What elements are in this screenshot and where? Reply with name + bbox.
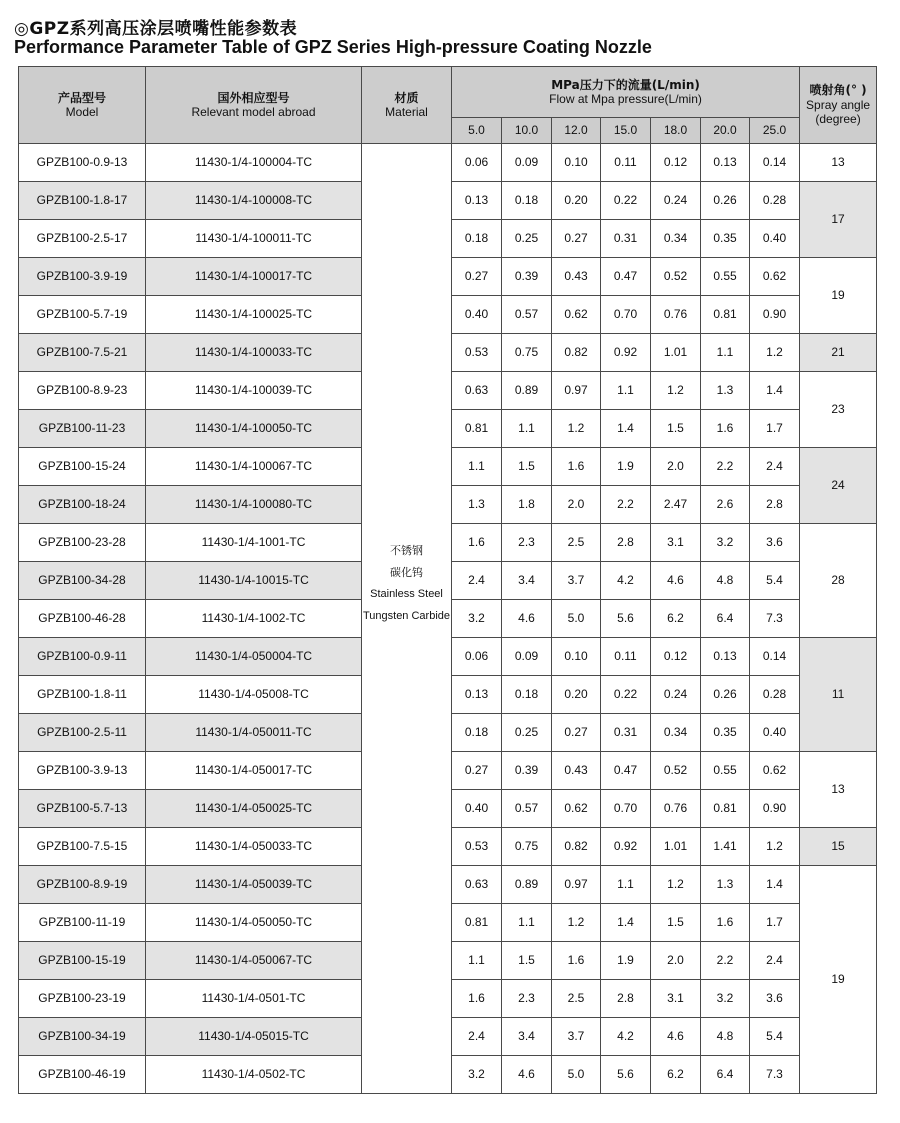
cell-flow: 0.63 <box>452 372 502 410</box>
cell-flow: 0.47 <box>601 752 651 790</box>
cell-flow: 1.1 <box>502 410 552 448</box>
cell-flow: 0.09 <box>502 144 552 182</box>
cell-model: GPZB100-46-19 <box>19 1056 146 1094</box>
cell-spray-angle: 23 <box>800 372 877 448</box>
cell-abroad-model: 11430-1/4-100025-TC <box>146 296 362 334</box>
cell-flow: 0.62 <box>552 296 601 334</box>
header-flow-cn: MPa压力下的流量(L/min) <box>551 77 700 92</box>
cell-flow: 0.81 <box>701 790 750 828</box>
table-body <box>19 144 877 1094</box>
cell-flow: 0.40 <box>452 790 502 828</box>
cell-model: GPZB100-7.5-15 <box>19 828 146 866</box>
cell-flow: 1.1 <box>601 866 651 904</box>
cell-flow: 1.6 <box>701 410 750 448</box>
cell-flow: 0.22 <box>601 182 651 220</box>
cell-flow: 1.4 <box>601 904 651 942</box>
cell-abroad-model: 11430-1/4-100011-TC <box>146 220 362 258</box>
cell-flow: 1.5 <box>651 410 701 448</box>
header-angle-cn: 喷射角(° ) <box>809 83 867 98</box>
header-angle <box>800 67 877 144</box>
cell-model: GPZB100-3.9-13 <box>19 752 146 790</box>
material-text: Tungsten Carbide <box>362 610 451 623</box>
cell-flow: 1.2 <box>750 828 800 866</box>
cell-flow: 1.3 <box>701 372 750 410</box>
cell-flow: 6.2 <box>651 600 701 638</box>
cell-flow: 0.18 <box>502 676 552 714</box>
cell-flow: 2.5 <box>552 524 601 562</box>
cell-flow: 0.18 <box>452 714 502 752</box>
cell-model: GPZB100-5.7-19 <box>19 296 146 334</box>
cell-flow: 3.6 <box>750 980 800 1018</box>
header-flow-en: Flow at Mpa pressure(L/min) <box>549 92 702 106</box>
cell-flow: 2.4 <box>750 942 800 980</box>
cell-flow: 0.70 <box>601 790 651 828</box>
cell-flow: 0.81 <box>452 904 502 942</box>
cell-flow: 0.62 <box>552 790 601 828</box>
cell-flow: 0.62 <box>750 258 800 296</box>
cell-model: GPZB100-1.8-11 <box>19 676 146 714</box>
cell-flow: 0.70 <box>601 296 651 334</box>
cell-flow: 1.2 <box>651 866 701 904</box>
cell-model: GPZB100-1.8-17 <box>19 182 146 220</box>
cell-flow: 0.52 <box>651 752 701 790</box>
pressure-header: 20.0 <box>701 118 750 144</box>
cell-abroad-model: 11430-1/4-050011-TC <box>146 714 362 752</box>
page-title-en: Performance Parameter Table of GPZ Series High-pressure Coating Nozzle <box>14 37 652 57</box>
cell-flow: 2.0 <box>552 486 601 524</box>
cell-flow: 0.22 <box>601 676 651 714</box>
cell-flow: 1.3 <box>452 486 502 524</box>
cell-flow: 1.1 <box>502 904 552 942</box>
pressure-header: 12.0 <box>552 118 601 144</box>
cell-flow: 7.3 <box>750 600 800 638</box>
cell-flow: 0.09 <box>502 638 552 676</box>
cell-flow: 0.52 <box>651 258 701 296</box>
cell-model: GPZB100-0.9-11 <box>19 638 146 676</box>
header-angle-en2: (degree) <box>815 112 861 127</box>
cell-model: GPZB100-23-19 <box>19 980 146 1018</box>
cell-flow: 0.47 <box>601 258 651 296</box>
cell-flow: 4.2 <box>601 1018 651 1056</box>
cell-spray-angle: 11 <box>800 638 877 752</box>
cell-abroad-model: 11430-1/4-050067-TC <box>146 942 362 980</box>
cell-flow: 2.3 <box>502 524 552 562</box>
cell-flow: 0.82 <box>552 334 601 372</box>
cell-flow: 0.90 <box>750 296 800 334</box>
cell-abroad-model: 11430-1/4-050025-TC <box>146 790 362 828</box>
cell-model: GPZB100-34-28 <box>19 562 146 600</box>
cell-flow: 2.0 <box>651 942 701 980</box>
cell-flow: 0.55 <box>701 752 750 790</box>
cell-flow: 0.24 <box>651 676 701 714</box>
header-material-en: Material <box>385 105 428 119</box>
cell-flow: 4.6 <box>651 1018 701 1056</box>
cell-flow: 1.1 <box>452 448 502 486</box>
cell-flow: 0.24 <box>651 182 701 220</box>
cell-flow: 0.92 <box>601 828 651 866</box>
cell-flow: 1.1 <box>701 334 750 372</box>
cell-flow: 0.27 <box>452 258 502 296</box>
pressure-header: 10.0 <box>502 118 552 144</box>
cell-abroad-model: 11430-1/4-100067-TC <box>146 448 362 486</box>
cell-model: GPZB100-2.5-11 <box>19 714 146 752</box>
cell-spray-angle: 17 <box>800 182 877 258</box>
cell-flow: 2.47 <box>651 486 701 524</box>
table-row <box>19 144 877 182</box>
cell-flow: 0.27 <box>452 752 502 790</box>
header-model-cn: 产品型号 <box>57 90 106 105</box>
cell-flow: 0.25 <box>502 220 552 258</box>
cell-flow: 0.27 <box>552 220 601 258</box>
cell-flow: 0.57 <box>502 790 552 828</box>
cell-material <box>362 144 452 1094</box>
pressure-header: 5.0 <box>452 118 502 144</box>
cell-flow: 0.12 <box>651 638 701 676</box>
cell-flow: 0.31 <box>601 220 651 258</box>
cell-abroad-model: 11430-1/4-050039-TC <box>146 866 362 904</box>
cell-flow: 1.2 <box>552 410 601 448</box>
cell-flow: 4.6 <box>502 600 552 638</box>
page-title-cn: ◎GPZ系列高压涂层喷嘴性能参数表 <box>14 19 298 39</box>
cell-flow: 1.1 <box>601 372 651 410</box>
cell-flow: 0.11 <box>601 638 651 676</box>
cell-flow: 7.3 <box>750 1056 800 1094</box>
header-abroad <box>146 67 362 144</box>
cell-flow: 5.4 <box>750 562 800 600</box>
cell-flow: 0.40 <box>750 220 800 258</box>
pressure-header: 18.0 <box>651 118 701 144</box>
cell-flow: 0.81 <box>452 410 502 448</box>
cell-spray-angle: 21 <box>800 334 877 372</box>
cell-flow: 0.55 <box>701 258 750 296</box>
cell-model: GPZB100-11-19 <box>19 904 146 942</box>
cell-model: GPZB100-2.5-17 <box>19 220 146 258</box>
performance-table <box>18 66 877 1094</box>
cell-model: GPZB100-7.5-21 <box>19 334 146 372</box>
cell-flow: 1.01 <box>651 828 701 866</box>
cell-flow: 3.7 <box>552 562 601 600</box>
cell-abroad-model: 11430-1/4-050004-TC <box>146 638 362 676</box>
cell-flow: 0.31 <box>601 714 651 752</box>
cell-flow: 4.2 <box>601 562 651 600</box>
cell-flow: 2.2 <box>601 486 651 524</box>
cell-flow: 0.18 <box>452 220 502 258</box>
cell-flow: 1.2 <box>651 372 701 410</box>
cell-spray-angle: 13 <box>800 144 877 182</box>
header-material <box>362 67 452 144</box>
cell-flow: 1.2 <box>750 334 800 372</box>
cell-flow: 2.4 <box>452 1018 502 1056</box>
cell-flow: 1.9 <box>601 448 651 486</box>
cell-flow: 0.53 <box>452 334 502 372</box>
cell-flow: 5.0 <box>552 600 601 638</box>
cell-flow: 0.28 <box>750 182 800 220</box>
pressure-header: 15.0 <box>601 118 651 144</box>
cell-spray-angle: 24 <box>800 448 877 524</box>
header-model <box>19 67 146 144</box>
cell-spray-angle: 28 <box>800 524 877 638</box>
cell-flow: 0.13 <box>701 638 750 676</box>
cell-flow: 2.4 <box>452 562 502 600</box>
cell-flow: 1.4 <box>750 866 800 904</box>
header-model-en: Model <box>65 105 99 119</box>
header-abroad-cn: 国外相应型号 <box>217 90 290 105</box>
cell-flow: 4.8 <box>701 562 750 600</box>
cell-flow: 2.2 <box>701 448 750 486</box>
cell-spray-angle: 19 <box>800 258 877 334</box>
cell-flow: 3.7 <box>552 1018 601 1056</box>
cell-flow: 1.6 <box>452 980 502 1018</box>
cell-flow: 4.8 <box>701 1018 750 1056</box>
cell-flow: 2.0 <box>651 448 701 486</box>
cell-flow: 0.34 <box>651 220 701 258</box>
cell-flow: 2.2 <box>701 942 750 980</box>
cell-abroad-model: 11430-1/4-050050-TC <box>146 904 362 942</box>
cell-flow: 0.26 <box>701 182 750 220</box>
cell-flow: 0.20 <box>552 182 601 220</box>
cell-flow: 3.2 <box>701 524 750 562</box>
cell-flow: 1.01 <box>651 334 701 372</box>
cell-flow: 0.90 <box>750 790 800 828</box>
cell-abroad-model: 11430-1/4-0502-TC <box>146 1056 362 1094</box>
header-flow <box>452 67 800 118</box>
cell-model: GPZB100-11-23 <box>19 410 146 448</box>
cell-abroad-model: 11430-1/4-05008-TC <box>146 676 362 714</box>
cell-flow: 1.7 <box>750 410 800 448</box>
cell-flow: 3.2 <box>452 1056 502 1094</box>
cell-flow: 0.28 <box>750 676 800 714</box>
cell-flow: 0.27 <box>552 714 601 752</box>
cell-flow: 0.76 <box>651 296 701 334</box>
cell-flow: 0.26 <box>701 676 750 714</box>
cell-abroad-model: 11430-1/4-05015-TC <box>146 1018 362 1056</box>
cell-flow: 0.81 <box>701 296 750 334</box>
cell-flow: 0.18 <box>502 182 552 220</box>
cell-flow: 1.6 <box>552 448 601 486</box>
cell-model: GPZB100-15-24 <box>19 448 146 486</box>
pressure-header: 25.0 <box>750 118 800 144</box>
header-angle-en1: Spray angle <box>806 97 871 112</box>
cell-spray-angle: 19 <box>800 866 877 1094</box>
material-text: Stainless Steel <box>370 588 443 600</box>
cell-flow: 1.4 <box>750 372 800 410</box>
cell-model: GPZB100-23-28 <box>19 524 146 562</box>
cell-flow: 1.41 <box>701 828 750 866</box>
cell-flow: 0.82 <box>552 828 601 866</box>
cell-flow: 2.4 <box>750 448 800 486</box>
material-text: 碳化钨 <box>390 565 423 579</box>
cell-flow: 2.3 <box>502 980 552 1018</box>
cell-flow: 0.13 <box>701 144 750 182</box>
cell-flow: 0.40 <box>750 714 800 752</box>
cell-abroad-model: 11430-1/4-1001-TC <box>146 524 362 562</box>
cell-flow: 0.92 <box>601 334 651 372</box>
cell-flow: 2.8 <box>601 980 651 1018</box>
cell-flow: 0.43 <box>552 752 601 790</box>
cell-flow: 1.7 <box>750 904 800 942</box>
cell-flow: 5.6 <box>601 1056 651 1094</box>
cell-flow: 1.5 <box>502 942 552 980</box>
cell-flow: 0.75 <box>502 334 552 372</box>
cell-flow: 0.39 <box>502 752 552 790</box>
cell-flow: 0.14 <box>750 144 800 182</box>
header-abroad-en: Relevant model abroad <box>191 105 316 119</box>
cell-flow: 0.40 <box>452 296 502 334</box>
cell-flow: 1.8 <box>502 486 552 524</box>
cell-flow: 5.4 <box>750 1018 800 1056</box>
cell-flow: 0.89 <box>502 372 552 410</box>
cell-flow: 1.5 <box>502 448 552 486</box>
cell-flow: 3.2 <box>452 600 502 638</box>
cell-flow: 0.43 <box>552 258 601 296</box>
cell-model: GPZB100-5.7-13 <box>19 790 146 828</box>
cell-flow: 1.5 <box>651 904 701 942</box>
cell-flow: 0.10 <box>552 144 601 182</box>
cell-flow: 0.53 <box>452 828 502 866</box>
cell-abroad-model: 11430-1/4-100033-TC <box>146 334 362 372</box>
cell-flow: 0.97 <box>552 372 601 410</box>
cell-flow: 2.8 <box>601 524 651 562</box>
cell-flow: 1.6 <box>552 942 601 980</box>
cell-flow: 0.06 <box>452 144 502 182</box>
cell-flow: 0.97 <box>552 866 601 904</box>
cell-flow: 3.1 <box>651 524 701 562</box>
cell-flow: 0.10 <box>552 638 601 676</box>
cell-flow: 3.4 <box>502 1018 552 1056</box>
cell-abroad-model: 11430-1/4-0501-TC <box>146 980 362 1018</box>
cell-model: GPZB100-15-19 <box>19 942 146 980</box>
cell-flow: 4.6 <box>651 562 701 600</box>
cell-flow: 0.39 <box>502 258 552 296</box>
cell-flow: 1.1 <box>452 942 502 980</box>
cell-flow: 0.34 <box>651 714 701 752</box>
cell-model: GPZB100-34-19 <box>19 1018 146 1056</box>
cell-flow: 0.63 <box>452 866 502 904</box>
cell-flow: 0.35 <box>701 714 750 752</box>
cell-model: GPZB100-8.9-23 <box>19 372 146 410</box>
cell-flow: 0.13 <box>452 676 502 714</box>
cell-flow: 0.89 <box>502 866 552 904</box>
cell-abroad-model: 11430-1/4-100017-TC <box>146 258 362 296</box>
cell-flow: 1.6 <box>701 904 750 942</box>
cell-flow: 0.12 <box>651 144 701 182</box>
cell-flow: 0.57 <box>502 296 552 334</box>
cell-flow: 5.6 <box>601 600 651 638</box>
cell-abroad-model: 11430-1/4-100039-TC <box>146 372 362 410</box>
material-text: 不锈钢 <box>390 543 423 557</box>
cell-flow: 5.0 <box>552 1056 601 1094</box>
cell-flow: 1.9 <box>601 942 651 980</box>
cell-model: GPZB100-18-24 <box>19 486 146 524</box>
cell-flow: 6.2 <box>651 1056 701 1094</box>
cell-flow: 2.6 <box>701 486 750 524</box>
cell-flow: 0.76 <box>651 790 701 828</box>
cell-flow: 0.62 <box>750 752 800 790</box>
cell-flow: 0.13 <box>452 182 502 220</box>
cell-flow: 2.8 <box>750 486 800 524</box>
cell-flow: 3.6 <box>750 524 800 562</box>
cell-flow: 1.3 <box>701 866 750 904</box>
cell-flow: 0.11 <box>601 144 651 182</box>
cell-flow: 6.4 <box>701 1056 750 1094</box>
cell-flow: 2.5 <box>552 980 601 1018</box>
cell-flow: 1.4 <box>601 410 651 448</box>
cell-flow: 4.6 <box>502 1056 552 1094</box>
cell-flow: 0.14 <box>750 638 800 676</box>
cell-flow: 3.4 <box>502 562 552 600</box>
cell-flow: 0.75 <box>502 828 552 866</box>
cell-model: GPZB100-0.9-13 <box>19 144 146 182</box>
cell-flow: 0.25 <box>502 714 552 752</box>
cell-abroad-model: 11430-1/4-100050-TC <box>146 410 362 448</box>
cell-spray-angle: 15 <box>800 828 877 866</box>
cell-flow: 3.1 <box>651 980 701 1018</box>
cell-abroad-model: 11430-1/4-050017-TC <box>146 752 362 790</box>
cell-flow: 1.6 <box>452 524 502 562</box>
cell-flow: 1.2 <box>552 904 601 942</box>
cell-abroad-model: 11430-1/4-1002-TC <box>146 600 362 638</box>
cell-abroad-model: 11430-1/4-050033-TC <box>146 828 362 866</box>
header-material-cn: 材质 <box>394 90 419 105</box>
cell-model: GPZB100-8.9-19 <box>19 866 146 904</box>
cell-abroad-model: 11430-1/4-100080-TC <box>146 486 362 524</box>
cell-flow: 3.2 <box>701 980 750 1018</box>
cell-abroad-model: 11430-1/4-100004-TC <box>146 144 362 182</box>
cell-model: GPZB100-3.9-19 <box>19 258 146 296</box>
cell-spray-angle: 13 <box>800 752 877 828</box>
cell-abroad-model: 11430-1/4-100008-TC <box>146 182 362 220</box>
cell-flow: 6.4 <box>701 600 750 638</box>
cell-flow: 0.20 <box>552 676 601 714</box>
cell-abroad-model: 11430-1/4-10015-TC <box>146 562 362 600</box>
cell-flow: 0.35 <box>701 220 750 258</box>
cell-flow: 0.06 <box>452 638 502 676</box>
cell-model: GPZB100-46-28 <box>19 600 146 638</box>
